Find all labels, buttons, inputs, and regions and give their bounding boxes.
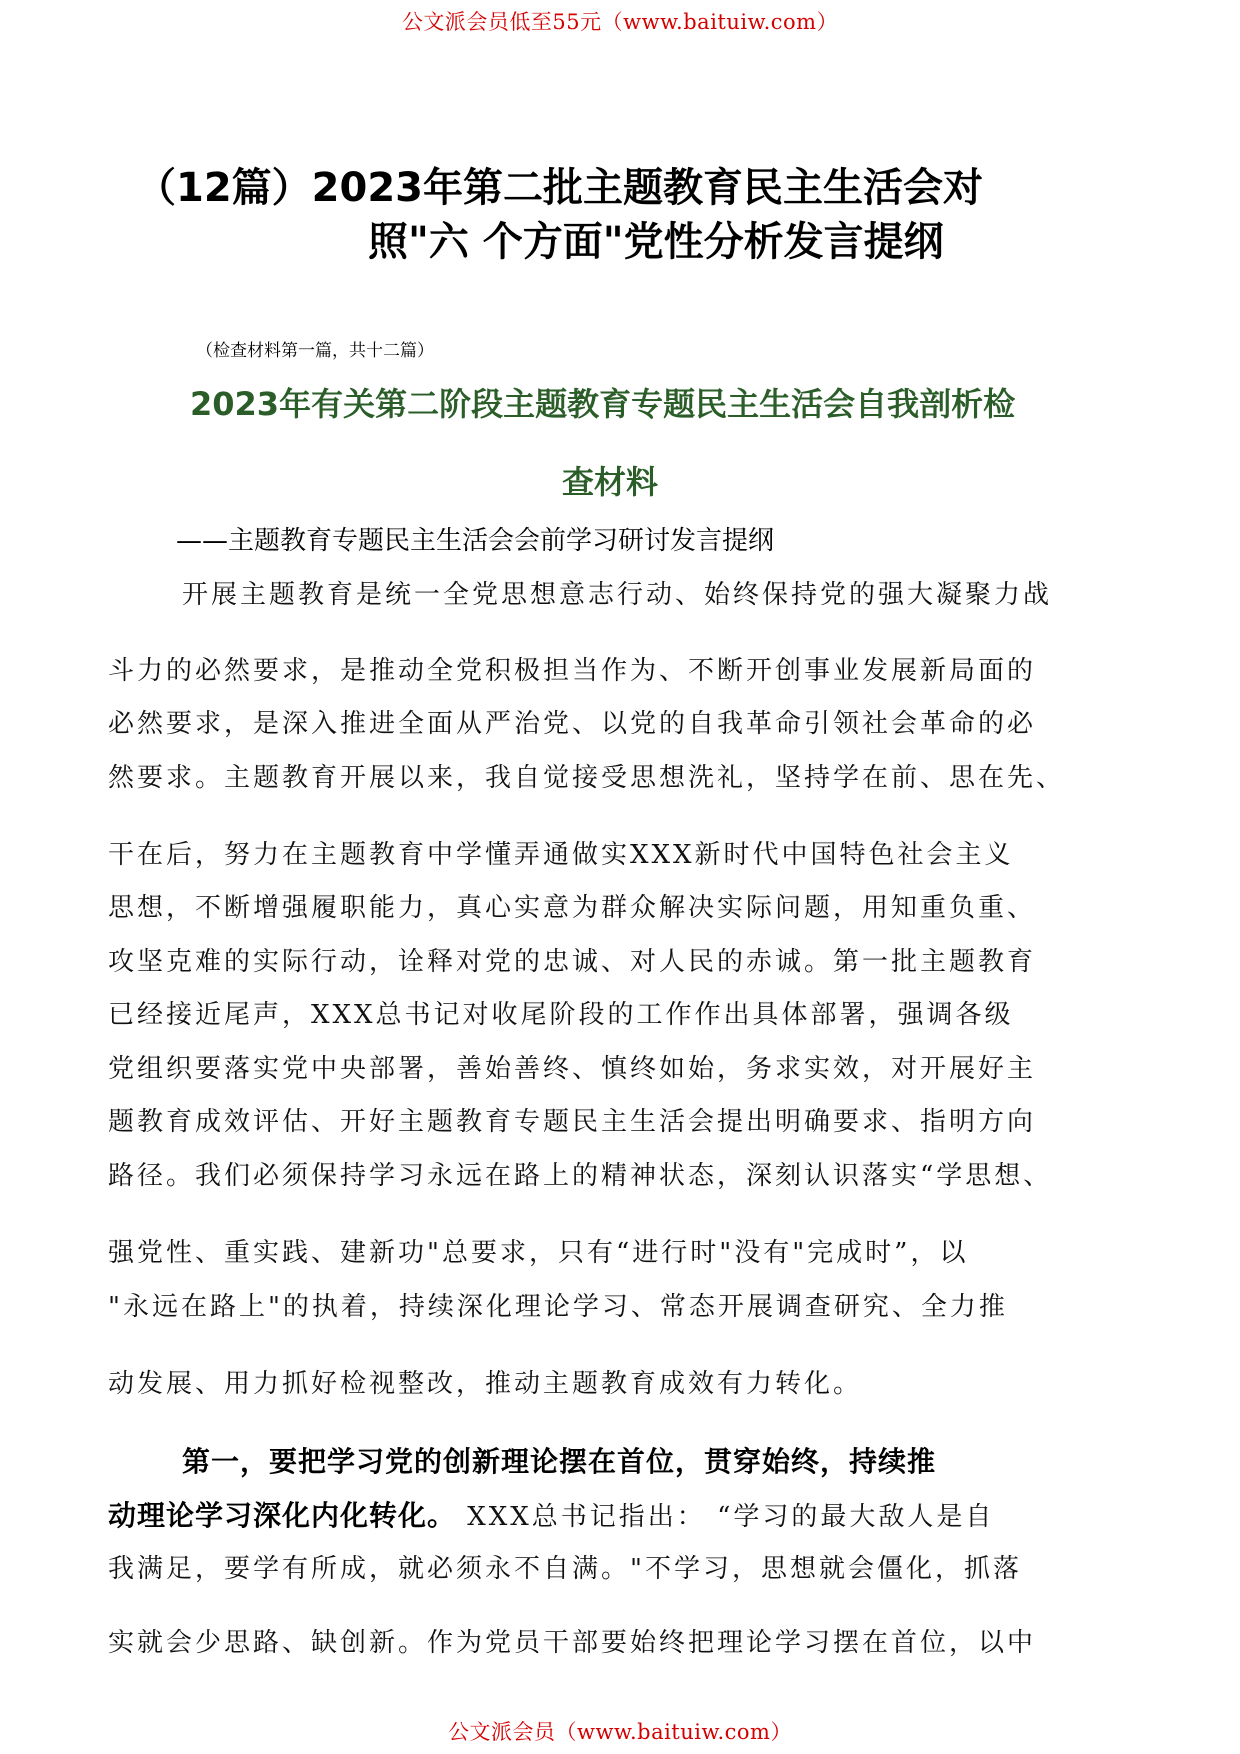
section-line [108,1494,994,1534]
body-line: 开展主题教育是统一全党思想意志行动、始终保持党的强大凝聚力战 [182,580,1053,610]
material-note: （检查材料第一篇，共十二篇） [196,341,434,361]
lead-subheading: ——主题教育专题民主生活会会前学习研讨发言提纲 [176,526,775,556]
section-heading-line-2: 动理论学习深化内化转化。 [108,1499,457,1532]
body-line: 必然要求，是深入推进全面从严治党、以党的自我革命引领社会革命的必 [108,709,1037,739]
body-line: 动发展、用力抓好检视整改，推动主题教育成效有力转化。 [108,1369,863,1399]
page-footer: 公文派会员（www.baituiw.com） [448,1720,792,1744]
section-text: XXX总书记指出： “学习的最大敌人是自 [456,1502,995,1532]
subtitle-line-1: 2023年有关第二阶段主题教育专题民主生活会自我剖析检 [190,385,1016,423]
page-header: 公文派会员低至55元（www.baituiw.com） [401,10,839,34]
section-line: 我满足，要学有所成，就必须永不自满。"不学习，思想就会僵化，抓落 [108,1554,1022,1584]
body-line: 然要求。主题教育开展以来，我自觉接受思想洗礼，坚持学在前、思在先、 [108,763,1066,793]
body-line: 攻坚克难的实际行动，诠释对党的忠诚、对人民的赤诚。第一批主题教育 [108,947,1037,977]
document-title-line-1: （12篇）2023年第二批主题教育民主生活会对 [136,165,983,211]
body-line: 已经接近尾声，XXX总书记对收尾阶段的工作作出具体部署，强调各级 [108,1000,1014,1030]
body-line: 思想，不断增强履职能力，真心实意为群众解决实际问题，用知重负重、 [108,893,1037,923]
section-heading-line-1: 第一，要把学习党的创新理论摆在首位，贯穿始终，持续推 [182,1445,937,1478]
section-line: 实就会少思路、缺创新。作为党员干部要始终把理论学习摆在首位，以中 [108,1628,1037,1658]
body-line: 强党性、重实践、建新功"总要求，只有“进行时"没有"完成时”，以 [108,1238,969,1268]
body-line: "永远在路上"的执着，持续深化理论学习、常态开展调查研究、全力推 [108,1292,1008,1322]
body-line: 题教育成效评估、开好主题教育专题民主生活会提出明确要求、指明方向 [108,1107,1037,1137]
subtitle-line-2: 查材料 [562,463,659,501]
body-line: 干在后，努力在主题教育中学懂弄通做实XXX新时代中国特色社会主义 [108,840,1014,870]
document-title-line-2: 照"六 个方面"党性分析发言提纲 [368,219,944,265]
body-line: 斗力的必然要求，是推动全党积极担当作为、不断开创事业发展新局面的 [108,656,1037,686]
body-line: 党组织要落实党中央部署，善始善终、慎终如始，务求实效，对开展好主 [108,1054,1037,1084]
body-line: 路径。我们必须保持学习永远在路上的精神状态，深刻认识落实“学思想、 [108,1161,1053,1191]
